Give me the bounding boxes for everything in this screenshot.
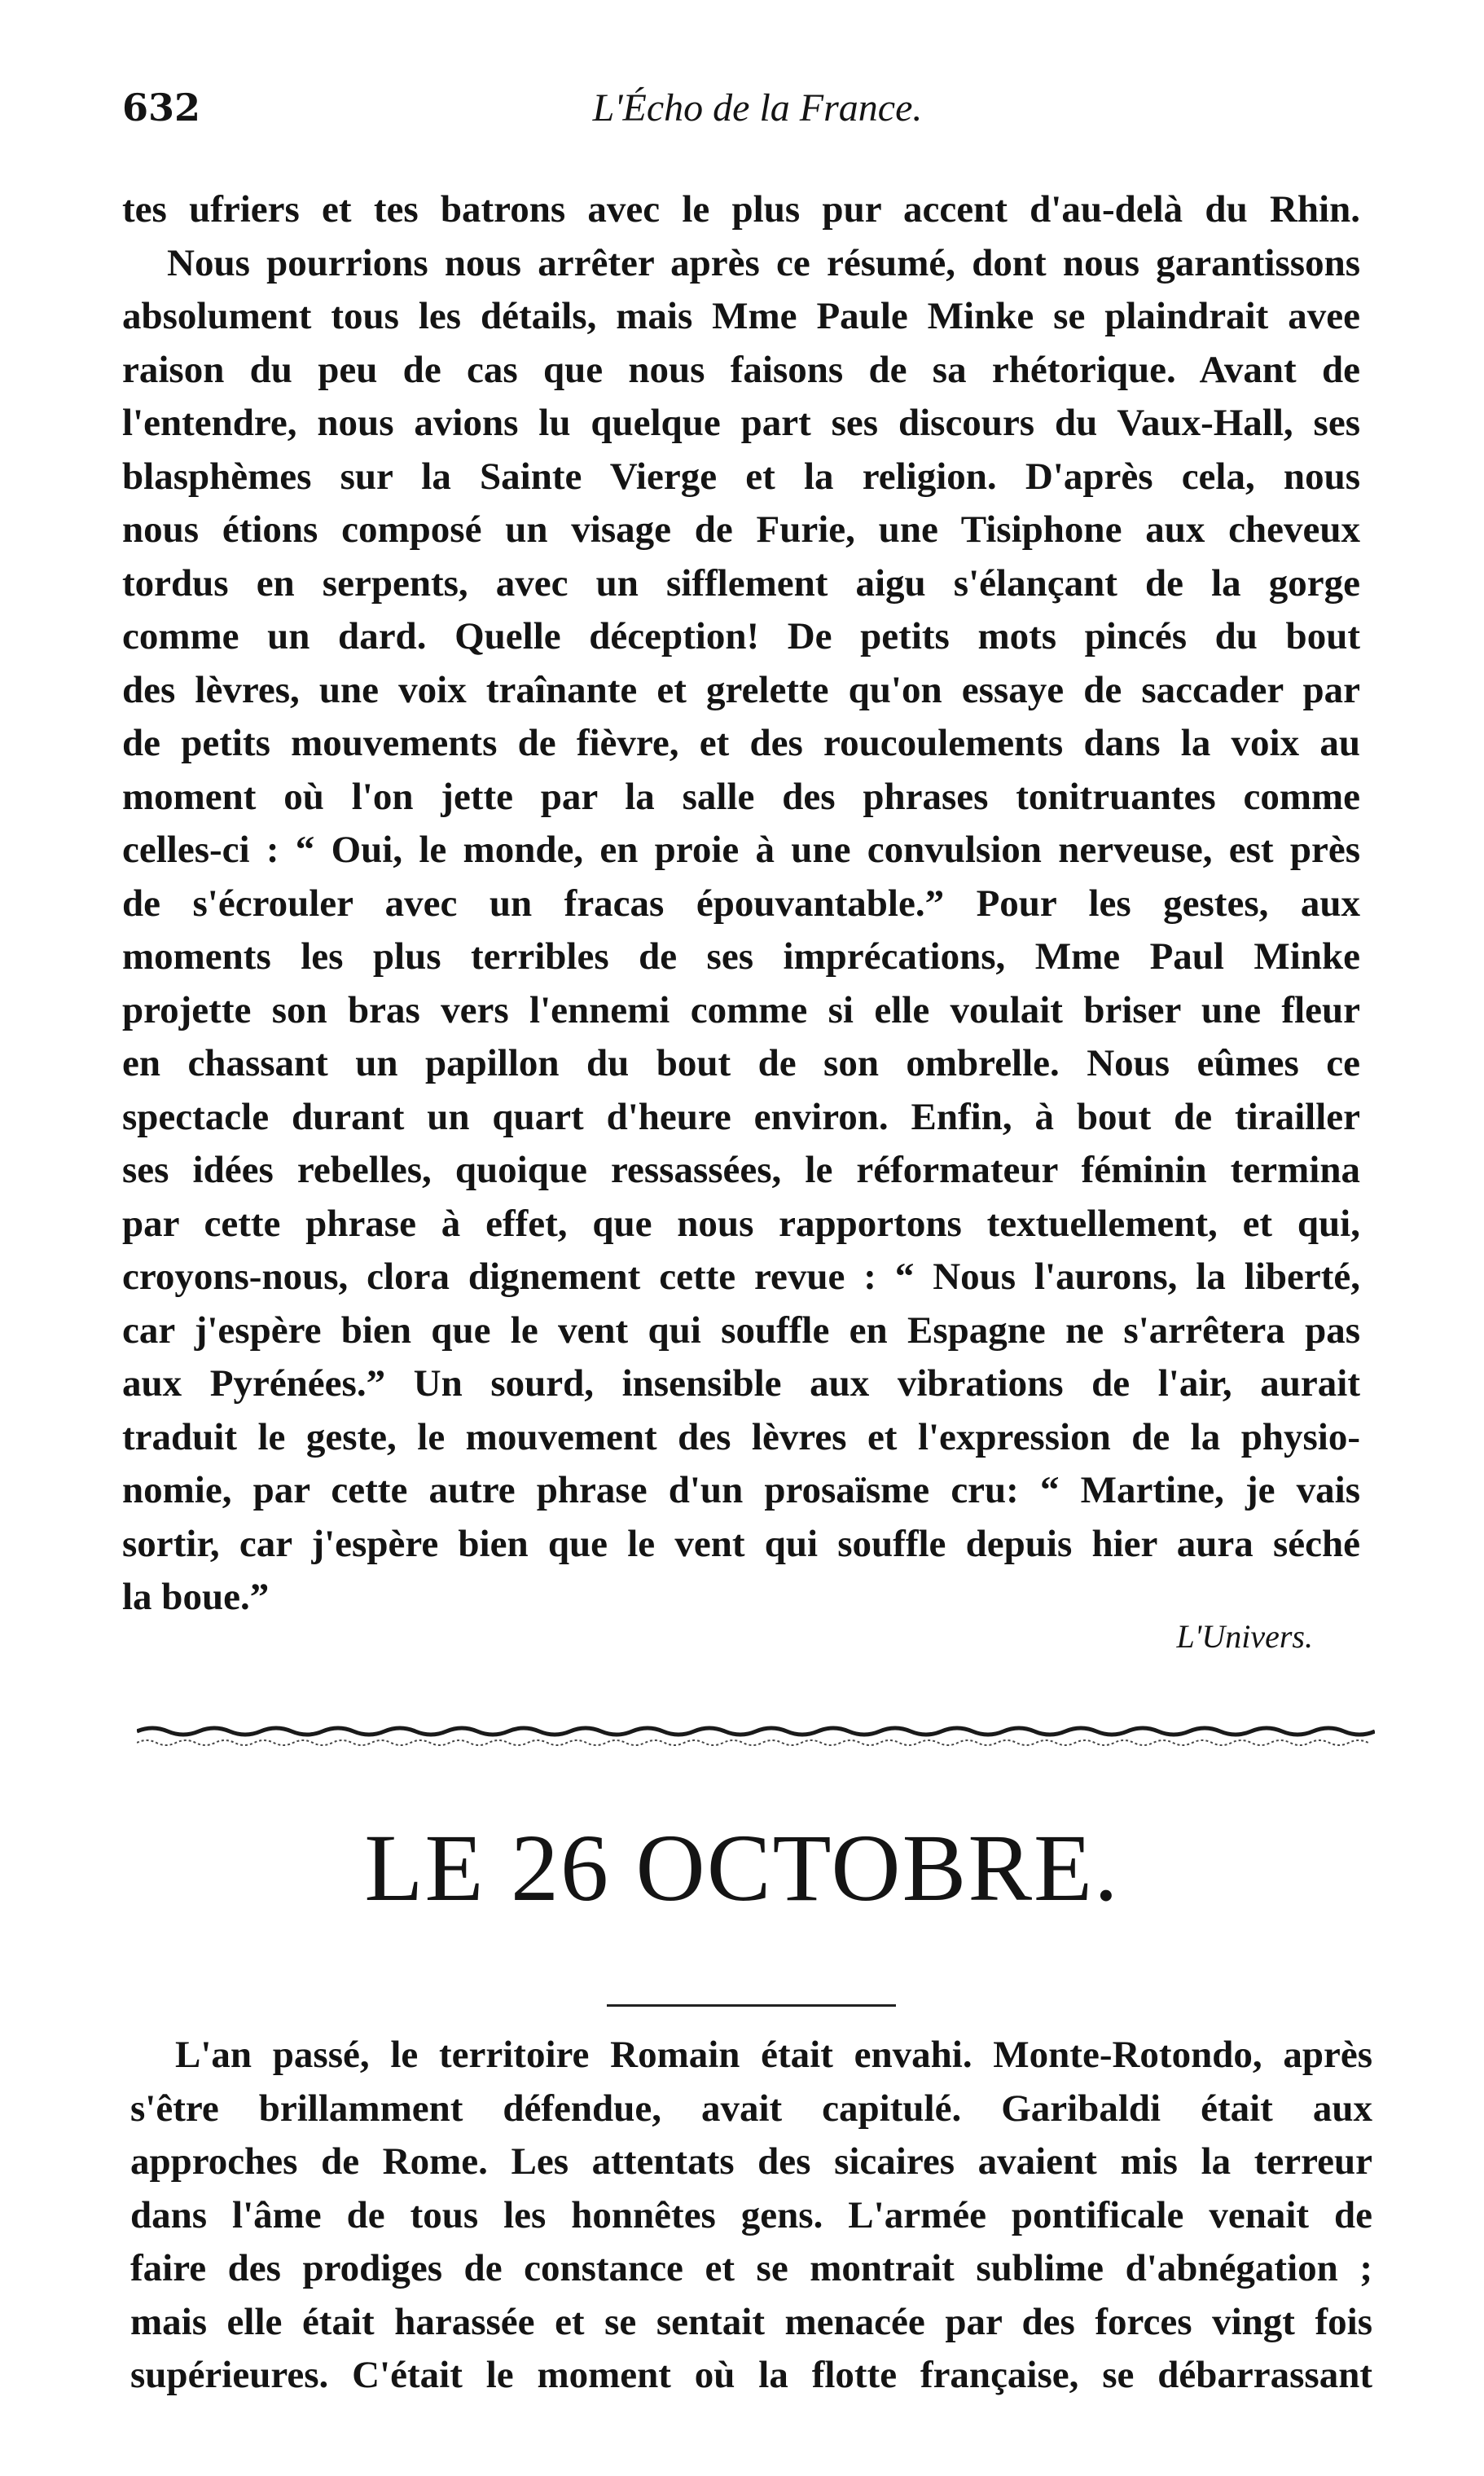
text-line: faire des prodiges de constance et se montrait sublime d'abnégation ; — [130, 2247, 1372, 2289]
text-line: l'entendre, nous avions lu quelque part ses discours du Vaux-Hall, ses — [122, 402, 1360, 444]
ornamental-rule — [137, 1723, 1375, 1756]
text-line: de petits mouvements de fièvre, et des roucoulements dans la voix au — [122, 722, 1360, 764]
text-line: sortir, car j'espère bien que le vent qui souffle depuis hier aura séché — [122, 1522, 1360, 1565]
running-title: L'Écho de la France. — [592, 86, 923, 130]
text-line: car j'espère bien que le vent qui souffle en Espagne ne s'arrêtera pas — [122, 1308, 1360, 1352]
text-line: celles-ci : “ Oui, le monde, en proie à une convulsion nerveuse, est près — [122, 829, 1360, 871]
text-line: spectacle durant un quart d'heure environ. Enfin, à bout de tirailler — [122, 1095, 1360, 1138]
article-continuation — [122, 183, 1360, 1625]
text-line: projette son bras vers l'ennemi comme si elle voulait briser une fleur — [122, 988, 1360, 1031]
text-line: tordus en serpents, avec un sifflement aigu s'élançant de la gorge — [122, 561, 1360, 605]
title-rule — [607, 2004, 896, 2007]
text-line: Nous pourrions nous arrêter après ce résumé, dont nous garantissons — [167, 241, 1360, 284]
text-line: supérieures. C'était le moment où la flotte française, se débarrassant — [130, 2354, 1372, 2396]
text-line: moments les plus terribles de ses imprécations, Mme Paul Minke — [122, 935, 1360, 978]
text-line: tes ufriers et tes batrons avec le plus pur accent d'au-delà du Rhin. — [122, 188, 1360, 231]
text-line: raison du peu de cas que nous faisons de sa rhétorique. Avant de — [122, 348, 1360, 391]
text-line: traduit le geste, le mouvement des lèvres et l'expression de la physio- — [122, 1415, 1360, 1458]
text-line: nous étions composé un visage de Furie, une Tisiphone aux cheveux — [122, 508, 1360, 551]
text-line: approches de Rome. Les attentats des sicaires avaient mis la terreur — [130, 2140, 1372, 2183]
text-line: ses idées rebelles, quoique ressassées, le réformateur féminin termina — [122, 1149, 1360, 1191]
text-line: comme un dard. Quelle déception! De petits mots pincés du bout — [122, 615, 1360, 657]
text-line: de s'écrouler avec un fracas épouvantable.” Pour les gestes, aux — [122, 882, 1360, 925]
text-line: en chassant un papillon du bout de son ombrelle. Nous eûmes ce — [122, 1042, 1360, 1084]
text-line: aux Pyrénées.” Un sourd, insensible aux vibrations de l'air, aurait — [122, 1362, 1360, 1405]
text-line: croyons-nous, clora dignement cette revue : “ Nous l'aurons, la liberté, — [122, 1256, 1360, 1298]
text-line: nomie, par cette autre phrase d'un prosaïsme cru: “ Martine, je vais — [122, 1469, 1360, 1511]
text-line: absolument tous les détails, mais Mme Paule Minke se plaindrait avee — [122, 295, 1360, 337]
text-line: blasphèmes sur la Sainte Vierge et la religion. D'après cela, nous — [122, 455, 1360, 498]
article-body — [130, 2029, 1372, 2403]
article-title: LE 26 OCTOBRE. — [364, 1814, 1120, 1921]
text-line: par cette phrase à effet, que nous rapportons textuellement, et qui, — [122, 1202, 1360, 1245]
text-line: moment où l'on jette par la salle des phrases tonitruantes comme — [122, 775, 1360, 818]
text-line: L'an passé, le territoire Romain était envahi. Monte-Rotondo, après — [175, 2034, 1372, 2076]
text-line: dans l'âme de tous les honnêtes gens. L'armée pontificale venait de — [130, 2193, 1372, 2236]
source-attribution: L'Univers. — [1176, 1618, 1313, 1655]
text-line: mais elle était harassée et se sentait menacée par des forces vingt fois — [130, 2300, 1372, 2343]
text-line: s'être brillamment défendue, avait capitulé. Garibaldi était aux — [130, 2087, 1372, 2130]
text-line: des lèvres, une voix traînante et grelette qu'on essaye de saccader par — [122, 668, 1360, 711]
running-head — [122, 86, 1393, 143]
text-line: la boue.” — [122, 1576, 270, 1618]
page-number: 632 — [122, 86, 201, 130]
